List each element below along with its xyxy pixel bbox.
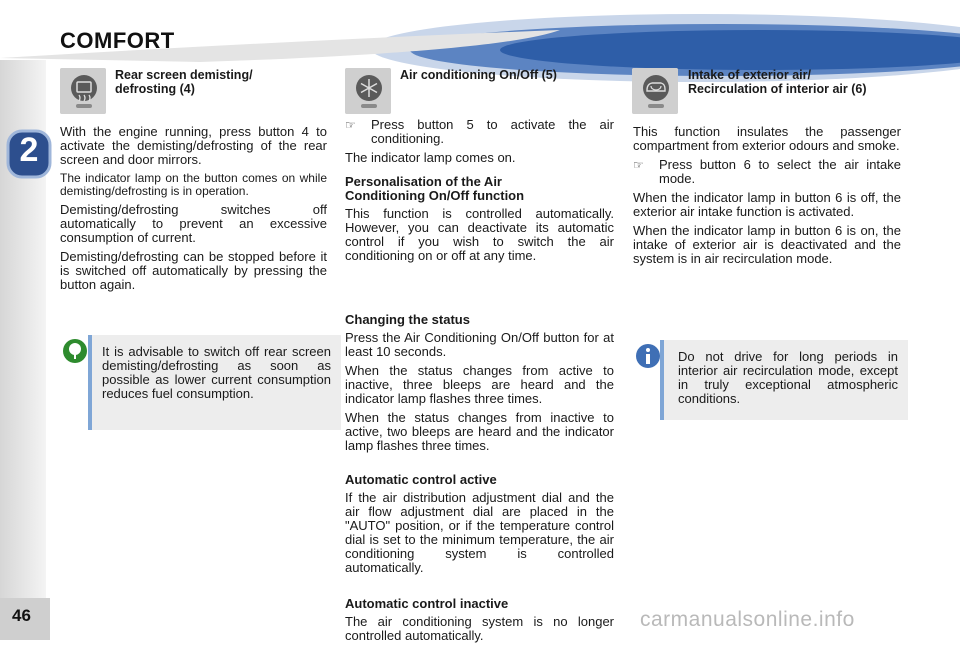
leaf-icon [62,338,88,364]
air-recirculation-button-icon [632,68,678,114]
ac-paragraph-7: The air conditioning system is no longer controlled automatically. [345,614,614,643]
rear-defrost-title: Rear screen demisting/ defrosting (4) [115,68,253,96]
ac-paragraph-5: When the status changes from inactive to active, two bleeps are heard and the indicator lamp flashes three times. [345,410,614,453]
ac-paragraph-1: The indicator lamp comes on. [345,150,516,165]
recirc-paragraph-1: This function insulates the passenger compartment from exterior odours and smoke. [633,124,901,153]
ac-bullet: ☞ Press button 5 to activate the air conditioning. [345,117,614,146]
air-conditioning-title: Air conditioning On/Off (5) [400,68,557,82]
pointing-hand-icon: ☞ [633,158,644,172]
recirc-paragraph-3: When the indicator lamp in button 6 is on, the intake of exterior air is deactivated and the system is in air recirculation mode. [633,223,901,266]
recirc-bullet: ☞ Press button 6 to select the air intake mode. [633,157,901,186]
page-title: COMFORT [60,28,175,53]
tip-text: It is advisable to switch off rear screen demisting/defrosting as soon as possible as lower current consumption reduces fuel consumption. [102,344,331,401]
watermark: carmanualsonline.info [640,608,855,631]
info-box [660,340,908,420]
rear-defrost-button-icon [60,68,106,114]
ac-auto-active-heading: Automatic control active [345,472,497,487]
chapter-number: 2 [19,131,39,169]
pointing-hand-icon: ☞ [345,118,356,132]
rear-defrost-paragraph-4: Demisting/defrosting can be stopped before it is switched off automatically by pressing the button again. [60,249,327,292]
column-air-recirculation [633,125,901,271]
ac-paragraph-3: Press the Air Conditioning On/Off button for at least 10 seconds. [345,330,614,359]
column-rear-defrost [60,125,327,297]
column-air-conditioning [345,118,614,648]
air-recirculation-title: Intake of exterior air/ Recirculation of interior air (6) [688,68,867,96]
ac-personalisation-heading: Personalisation of the Air Conditioning On/Off function [345,174,525,203]
info-text: Do not drive for long periods in interior air recirculation mode, except in truly exceptional atmospheric conditions. [678,349,898,406]
ac-paragraph-2: This function is controlled automatically. However, you can deactivate its automatic control if you wish to switch the air conditioning on or off at any time. [345,206,614,263]
recirc-paragraph-2: When the indicator lamp in button 6 is off, the exterior air intake function is activated. [633,190,901,219]
air-conditioning-button-icon [345,68,391,114]
ac-auto-inactive-heading: Automatic control inactive [345,596,509,611]
tip-box [88,335,341,430]
rear-defrost-paragraph-1: With the engine running, press button 4 to activate the demisting/defrosting of the rear screen and door mirrors. [60,124,327,167]
ac-changing-heading: Changing the status [345,312,470,327]
ac-paragraph-4: When the status changes from active to inactive, three bleeps are heard and the indicator lamp flashes three times. [345,363,614,406]
header-decoration [0,0,960,130]
page-number: 46 [12,606,31,625]
ac-paragraph-6: If the air distribution adjustment dial and the air flow adjustment dial are placed in the "AUTO" position, or if the temperature control dial is set to the minimum temperature, the air conditioning system is controlled automatically. [345,490,614,575]
info-icon [635,343,661,369]
rear-defrost-paragraph-3: Demisting/defrosting switches off automatically to prevent an excessive consumption of current. [60,202,327,245]
rear-defrost-paragraph-2: The indicator lamp on the button comes on while demisting/defrosting is in operation. [60,171,327,198]
